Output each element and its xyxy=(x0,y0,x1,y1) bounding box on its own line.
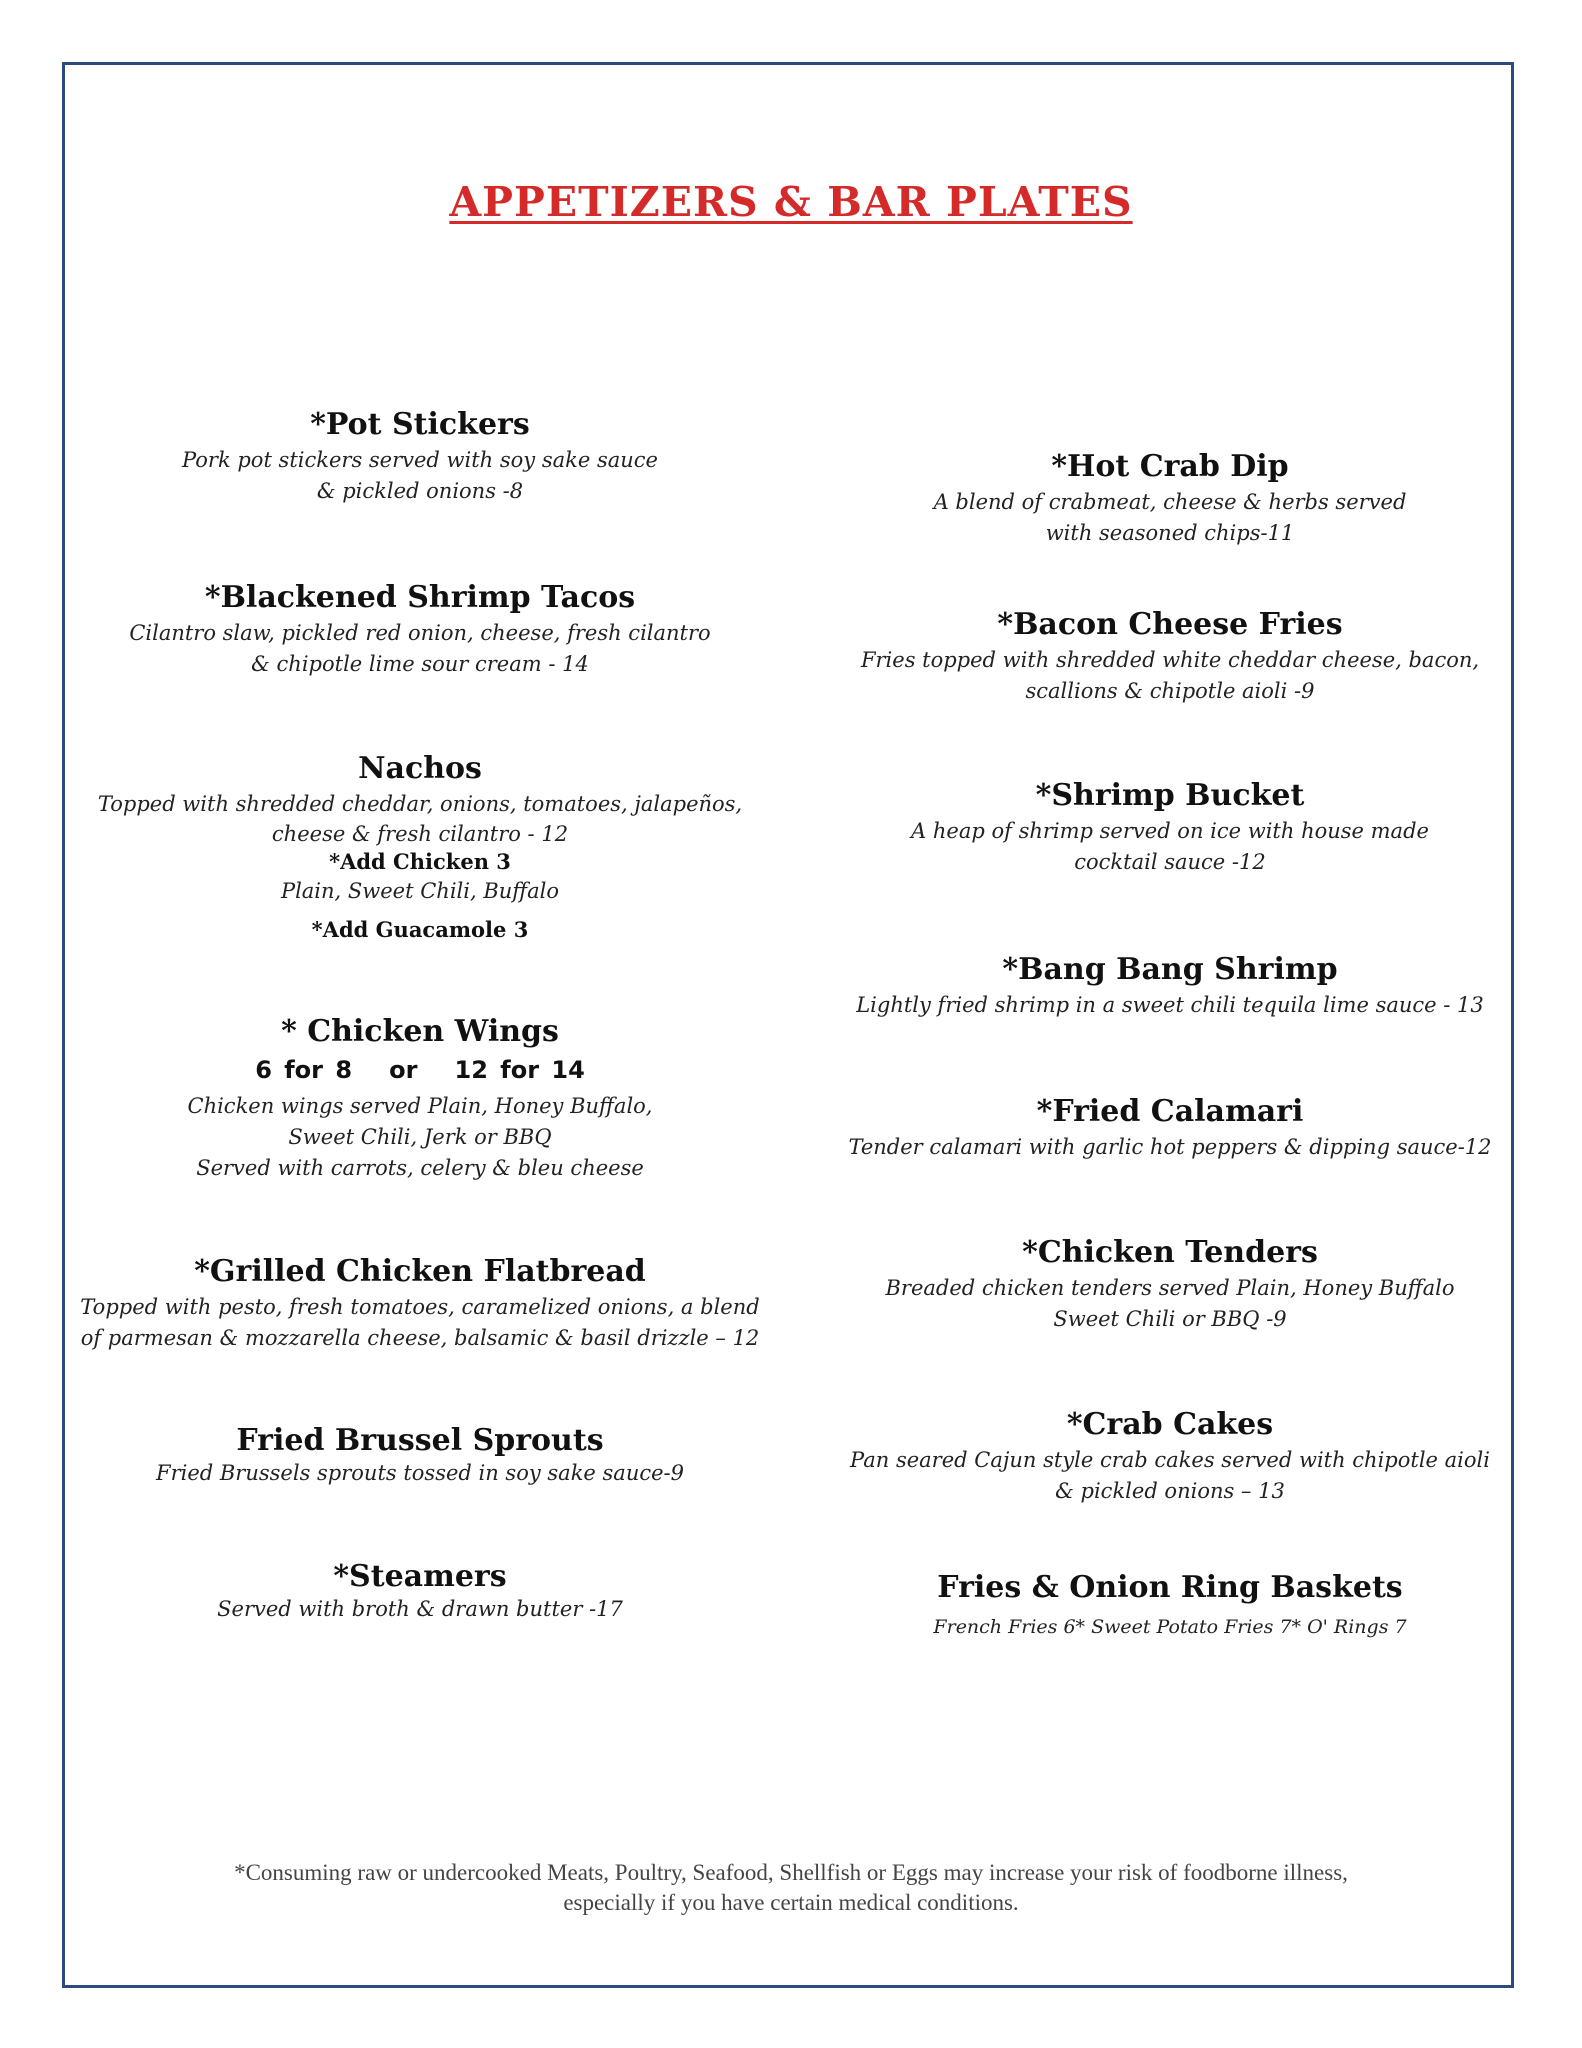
menu-title: APPETIZERS & BAR PLATES xyxy=(449,178,1133,226)
item-description: cocktail sauce -12 xyxy=(1074,850,1266,874)
menu-item-steamers xyxy=(80,1560,760,1625)
footer-disclaimer xyxy=(0,1858,1582,1918)
item-name: Fried Brussel Sprouts xyxy=(236,1423,604,1458)
menu-item-flatbread xyxy=(80,1252,760,1354)
item-description: Lightly fried shrimp in a sweet chili tequila lime sauce - 13 xyxy=(856,993,1484,1017)
item-description: with seasoned chips-11 xyxy=(1045,521,1295,545)
item-description: Served with broth & drawn butter -17 xyxy=(217,1597,623,1621)
item-name: *Crab Cakes xyxy=(1066,1407,1274,1442)
menu-item-crab-cakes xyxy=(830,1405,1510,1507)
item-description: Topped with pesto, fresh tomatoes, caramelized onions, a blend xyxy=(80,1295,760,1319)
item-description: Cilantro slaw, pickled red onion, cheese, fresh cilantro xyxy=(129,621,711,645)
item-description: Breaded chicken tenders served Plain, Honey Buffalo xyxy=(885,1276,1455,1300)
addon-chicken: *Add Chicken 3 xyxy=(329,849,511,874)
menu-item-bang-bang-shrimp xyxy=(830,950,1510,1021)
menu-item-bacon-cheese-fries xyxy=(830,605,1510,707)
item-name: *Bacon Cheese Fries xyxy=(997,607,1343,642)
item-description: Fries topped with shredded white cheddar cheese, bacon, xyxy=(860,648,1480,672)
wing-sizes: 6 for 8 or 12 for 14 xyxy=(255,1056,585,1084)
item-description: Pan seared Cajun style crab cakes served with chipotle aioli xyxy=(850,1448,1490,1472)
item-description: Sweet Chili, Jerk or BBQ xyxy=(288,1125,552,1149)
item-description: Chicken wings served Plain, Honey Buffalo, xyxy=(187,1094,653,1118)
item-name: * Chicken Wings xyxy=(281,1014,559,1049)
item-description: Sweet Chili or BBQ -9 xyxy=(1053,1307,1287,1331)
item-name: *Chicken Tenders xyxy=(1022,1235,1318,1270)
chicken-options: Plain, Sweet Chili, Buffalo xyxy=(280,879,560,903)
item-description: Fried Brussels sprouts tossed in soy sake sauce-9 xyxy=(156,1461,684,1485)
menu-item-pot-stickers xyxy=(80,405,760,507)
item-description: scallions & chipotle aioli -9 xyxy=(1025,679,1315,703)
menu-item-chicken-tenders xyxy=(830,1233,1510,1335)
item-name: *Fried Calamari xyxy=(1036,1094,1304,1129)
disclaimer-line: especially if you have certain medical conditions. xyxy=(563,1890,1019,1915)
menu-item-nachos xyxy=(80,749,760,943)
menu-item-shrimp-tacos xyxy=(80,578,760,680)
item-name: Nachos xyxy=(358,751,482,786)
item-description: & pickled onions -8 xyxy=(316,479,524,503)
item-description: & pickled onions – 13 xyxy=(1055,1479,1285,1503)
item-description: of parmesan & mozzarella cheese, balsamic & basil drizzle – 12 xyxy=(80,1326,760,1350)
item-name: *Hot Crab Dip xyxy=(1051,449,1289,484)
item-name: *Steamers xyxy=(333,1559,507,1594)
item-description: A heap of shrimp served on ice with house made xyxy=(911,819,1429,843)
item-description: Tender calamari with garlic hot peppers & dipping sauce-12 xyxy=(848,1135,1492,1159)
menu-item-chicken-wings xyxy=(80,1012,760,1184)
item-name: *Grilled Chicken Flatbread xyxy=(194,1254,646,1289)
menu-item-hot-crab-dip xyxy=(830,447,1510,549)
menu-item-brussel-sprouts xyxy=(80,1424,760,1489)
disclaimer-line: *Consuming raw or undercooked Meats, Poultry, Seafood, Shellfish or Eggs may increase your risk of foodborne illness, xyxy=(234,1860,1348,1885)
menu-item-baskets xyxy=(830,1568,1510,1643)
addon-guacamole: *Add Guacamole 3 xyxy=(311,917,529,942)
item-description: Topped with shredded cheddar, onions, tomatoes, jalapeños, xyxy=(97,792,743,816)
menu-item-shrimp-bucket xyxy=(830,776,1510,878)
menu-item-fried-calamari xyxy=(830,1092,1510,1163)
item-description: Pork pot stickers served with soy sake sauce xyxy=(182,448,658,472)
item-description: French Fries 6* Sweet Potato Fries 7* O' Rings 7 xyxy=(933,1616,1407,1638)
item-description: & chipotle lime sour cream - 14 xyxy=(251,652,589,676)
item-name: *Shrimp Bucket xyxy=(1035,778,1305,813)
item-name: *Pot Stickers xyxy=(310,407,530,442)
item-description: A blend of crabmeat, cheese & herbs served xyxy=(933,490,1407,514)
item-name: Fries & Onion Ring Baskets xyxy=(937,1570,1403,1605)
item-description: cheese & fresh cilantro - 12 xyxy=(271,822,569,846)
item-description: Served with carrots, celery & bleu cheese xyxy=(196,1156,644,1180)
item-name: *Bang Bang Shrimp xyxy=(1002,952,1338,987)
item-name: *Blackened Shrimp Tacos xyxy=(204,580,636,615)
